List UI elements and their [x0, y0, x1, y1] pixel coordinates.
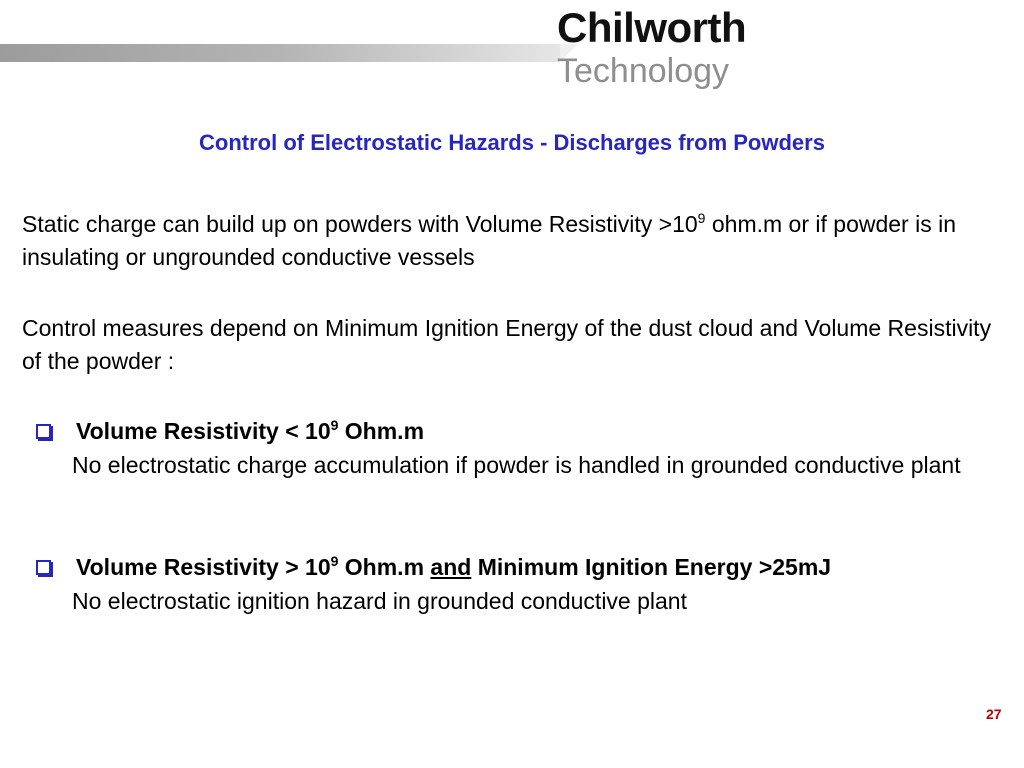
header-gradient-bar — [0, 44, 560, 62]
bullet-1-superscript: 9 — [330, 417, 339, 433]
paragraph-1-text-b: ohm.m or if powder is in insulating or ungrounded conductive vessels — [22, 211, 956, 270]
bullet-1-body: No electrostatic charge accumulation if powder is handled in grounded conductive plant — [72, 452, 961, 478]
bullet-2-body: No electrostatic ignition hazard in grounded conductive plant — [72, 588, 687, 614]
paragraph-1-text-a: Static charge can build up on powders with Volume Resistivity >10 — [22, 211, 698, 237]
paragraph-2: Control measures depend on Minimum Ignition Energy of the dust cloud and Volume Resistivity of the powder : — [22, 315, 992, 374]
bullet-2-heading — [36, 550, 1021, 584]
bullet-2-heading-underlined: and — [430, 554, 472, 580]
paragraph-1 — [22, 208, 1007, 274]
slide-title: Control of Electrostatic Hazards - Discharges from Powders — [199, 130, 825, 155]
paragraph-1-superscript: 9 — [697, 210, 706, 226]
bullet-2-heading-c: Minimum Ignition Energy >25mJ — [471, 554, 832, 580]
company-logo — [557, 2, 787, 88]
bullet-1-heading — [36, 414, 1021, 448]
checkbox-bullet-icon — [36, 560, 51, 575]
logo-line1: Chilworth — [557, 4, 747, 51]
bullet-2-heading-b: Ohm.m — [338, 554, 431, 580]
page-number: 27 — [986, 706, 1002, 722]
bullet-2-superscript: 9 — [330, 553, 339, 569]
bullet-item-1 — [36, 414, 1021, 482]
checkbox-bullet-icon — [36, 424, 51, 439]
bullet-1-heading-a: Volume Resistivity < 10 — [76, 418, 331, 444]
bullet-item-2 — [36, 550, 1021, 618]
bullet-1-heading-b: Ohm.m — [338, 418, 425, 444]
bullet-2-heading-a: Volume Resistivity > 10 — [76, 554, 331, 580]
logo-line2: Technology — [557, 52, 730, 90]
